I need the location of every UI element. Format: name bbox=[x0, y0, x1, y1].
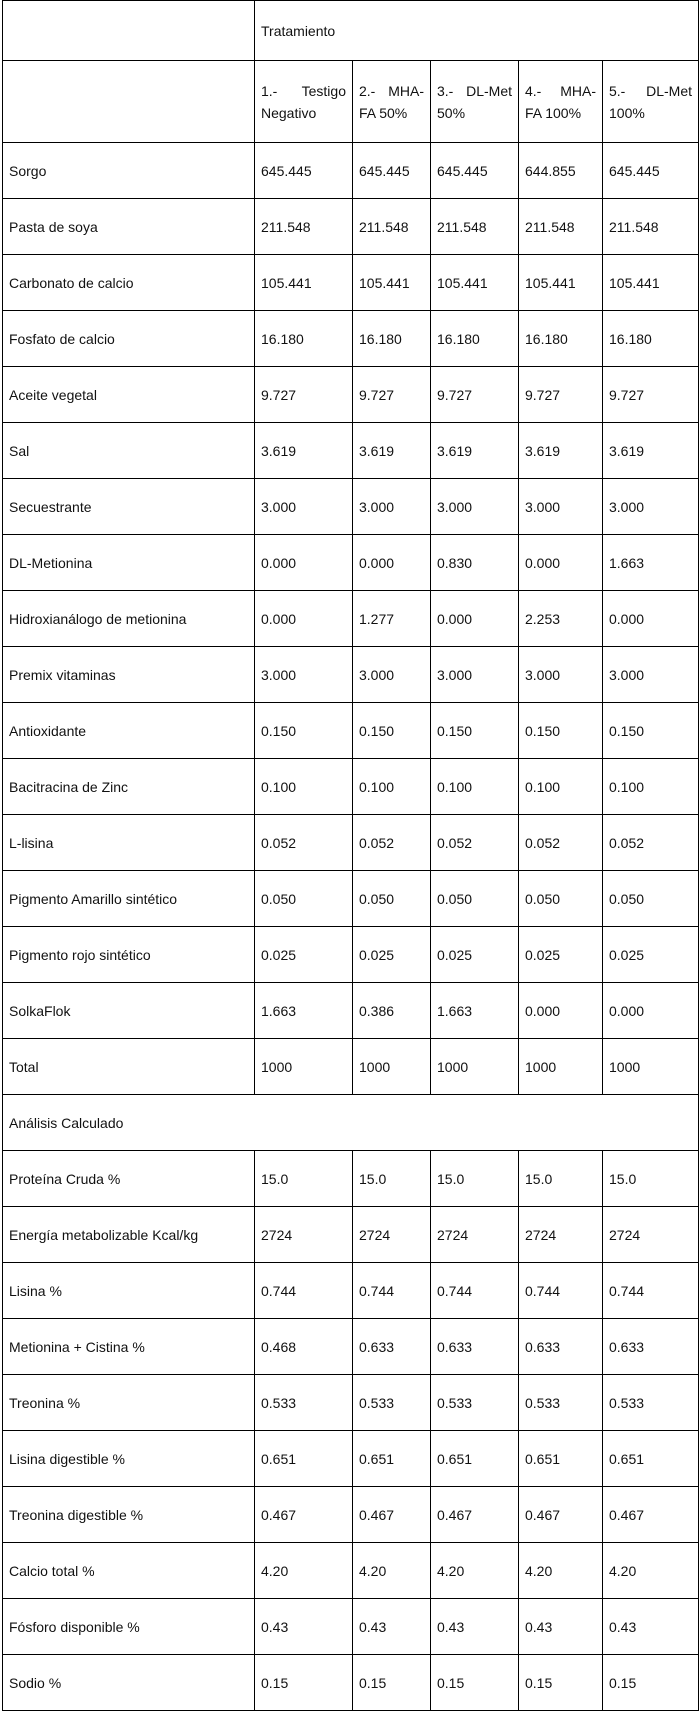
value-cell-treatment-2: 0.000 bbox=[353, 535, 431, 591]
header-line-2: 50% bbox=[437, 104, 466, 121]
row-label: Pigmento rojo sintético bbox=[3, 927, 255, 983]
value-cell-treatment-4: 644.855 bbox=[519, 143, 603, 199]
value-cell-treatment-5: 16.180 bbox=[603, 311, 699, 367]
ingredient-row bbox=[3, 927, 699, 983]
value-cell-treatment-2: 0.150 bbox=[353, 703, 431, 759]
value-cell-treatment-2: 4.20 bbox=[353, 1543, 431, 1599]
value-cell-treatment-4: 3.000 bbox=[519, 647, 603, 703]
row-label: Treonina digestible % bbox=[3, 1487, 255, 1543]
ingredient-row bbox=[3, 591, 699, 647]
value-cell-treatment-3: 0.15 bbox=[431, 1655, 519, 1711]
value-cell-treatment-2: 1000 bbox=[353, 1039, 431, 1095]
ingredient-row bbox=[3, 255, 699, 311]
row-label: Sorgo bbox=[3, 143, 255, 199]
value-cell-treatment-4: 0.050 bbox=[519, 871, 603, 927]
value-cell-treatment-5: 4.20 bbox=[603, 1543, 699, 1599]
value-cell-treatment-5: 0.15 bbox=[603, 1655, 699, 1711]
row-label: Sal bbox=[3, 423, 255, 479]
analysis-row bbox=[3, 1375, 699, 1431]
row-label: Secuestrante bbox=[3, 479, 255, 535]
ingredient-row bbox=[3, 983, 699, 1039]
value-cell-treatment-1: 4.20 bbox=[255, 1543, 353, 1599]
value-cell-treatment-3: 0.744 bbox=[431, 1263, 519, 1319]
value-cell-treatment-3: 0.100 bbox=[431, 759, 519, 815]
ingredient-row bbox=[3, 703, 699, 759]
row-label: Carbonato de calcio bbox=[3, 255, 255, 311]
header-line-1: 1.- Testigo bbox=[261, 82, 346, 99]
treatment-group-header: Tratamiento bbox=[255, 1, 699, 61]
value-cell-treatment-4: 211.548 bbox=[519, 199, 603, 255]
value-cell-treatment-2: 211.548 bbox=[353, 199, 431, 255]
value-cell-treatment-3: 645.445 bbox=[431, 143, 519, 199]
value-cell-treatment-2: 16.180 bbox=[353, 311, 431, 367]
value-cell-treatment-5: 0.000 bbox=[603, 983, 699, 1039]
value-cell-treatment-3: 2724 bbox=[431, 1207, 519, 1263]
value-cell-treatment-2: 0.467 bbox=[353, 1487, 431, 1543]
row-label: Hidroxianálogo de metionina bbox=[3, 591, 255, 647]
value-cell-treatment-1: 1000 bbox=[255, 1039, 353, 1095]
row-label: Energía metabolizable Kcal/kg bbox=[3, 1207, 255, 1263]
value-cell-treatment-1: 0.100 bbox=[255, 759, 353, 815]
value-cell-treatment-2: 0.050 bbox=[353, 871, 431, 927]
header-columns-row bbox=[3, 61, 699, 143]
header-line-2: Negativo bbox=[261, 104, 317, 121]
value-cell-treatment-4: 0.150 bbox=[519, 703, 603, 759]
value-cell-treatment-5: 3.619 bbox=[603, 423, 699, 479]
value-cell-treatment-2: 0.633 bbox=[353, 1319, 431, 1375]
table-body bbox=[3, 1, 699, 1711]
value-cell-treatment-4: 0.025 bbox=[519, 927, 603, 983]
value-cell-treatment-3: 16.180 bbox=[431, 311, 519, 367]
header-line-1: 3.- DL-Met bbox=[437, 82, 512, 99]
value-cell-treatment-5: 3.000 bbox=[603, 647, 699, 703]
value-cell-treatment-5: 211.548 bbox=[603, 199, 699, 255]
header-line-2: FA 100% bbox=[525, 104, 582, 121]
value-cell-treatment-1: 211.548 bbox=[255, 199, 353, 255]
ingredient-row bbox=[3, 815, 699, 871]
value-cell-treatment-1: 0.000 bbox=[255, 591, 353, 647]
value-cell-treatment-5: 0.000 bbox=[603, 591, 699, 647]
value-cell-treatment-2: 645.445 bbox=[353, 143, 431, 199]
value-cell-treatment-3: 0.651 bbox=[431, 1431, 519, 1487]
row-label: Lisina digestible % bbox=[3, 1431, 255, 1487]
value-cell-treatment-5: 0.467 bbox=[603, 1487, 699, 1543]
ingredient-row bbox=[3, 535, 699, 591]
value-cell-treatment-4: 4.20 bbox=[519, 1543, 603, 1599]
header-corner-cell bbox=[3, 1, 255, 61]
value-cell-treatment-3: 15.0 bbox=[431, 1151, 519, 1207]
analysis-row bbox=[3, 1487, 699, 1543]
value-cell-treatment-1: 0.533 bbox=[255, 1375, 353, 1431]
analysis-row bbox=[3, 1431, 699, 1487]
row-label: Bacitracina de Zinc bbox=[3, 759, 255, 815]
value-cell-treatment-4: 2.253 bbox=[519, 591, 603, 647]
value-cell-treatment-1: 0.025 bbox=[255, 927, 353, 983]
value-cell-treatment-2: 0.100 bbox=[353, 759, 431, 815]
ingredient-row bbox=[3, 423, 699, 479]
value-cell-treatment-1: 0.43 bbox=[255, 1599, 353, 1655]
value-cell-treatment-4: 105.441 bbox=[519, 255, 603, 311]
value-cell-treatment-1: 15.0 bbox=[255, 1151, 353, 1207]
diet-composition-table bbox=[2, 0, 699, 1711]
value-cell-treatment-1: 0.651 bbox=[255, 1431, 353, 1487]
value-cell-treatment-3: 3.619 bbox=[431, 423, 519, 479]
row-label: L-lisina bbox=[3, 815, 255, 871]
row-label: Total bbox=[3, 1039, 255, 1095]
row-label: Aceite vegetal bbox=[3, 367, 255, 423]
row-label: Metionina + Cistina % bbox=[3, 1319, 255, 1375]
row-label: DL-Metionina bbox=[3, 535, 255, 591]
value-cell-treatment-3: 0.43 bbox=[431, 1599, 519, 1655]
value-cell-treatment-3: 0.533 bbox=[431, 1375, 519, 1431]
value-cell-treatment-4: 0.533 bbox=[519, 1375, 603, 1431]
value-cell-treatment-4: 0.15 bbox=[519, 1655, 603, 1711]
value-cell-treatment-2: 0.052 bbox=[353, 815, 431, 871]
value-cell-treatment-1: 0.15 bbox=[255, 1655, 353, 1711]
value-cell-treatment-2: 3.000 bbox=[353, 647, 431, 703]
value-cell-treatment-1: 2724 bbox=[255, 1207, 353, 1263]
value-cell-treatment-1: 3.000 bbox=[255, 479, 353, 535]
row-label: Sodio % bbox=[3, 1655, 255, 1711]
analysis-row bbox=[3, 1599, 699, 1655]
value-cell-treatment-2: 0.15 bbox=[353, 1655, 431, 1711]
value-cell-treatment-3: 0.830 bbox=[431, 535, 519, 591]
value-cell-treatment-5: 0.052 bbox=[603, 815, 699, 871]
value-cell-treatment-5: 0.100 bbox=[603, 759, 699, 815]
analysis-section-heading: Análisis Calculado bbox=[3, 1095, 699, 1151]
value-cell-treatment-1: 3.619 bbox=[255, 423, 353, 479]
value-cell-treatment-1: 1.663 bbox=[255, 983, 353, 1039]
value-cell-treatment-1: 0.150 bbox=[255, 703, 353, 759]
value-cell-treatment-4: 0.052 bbox=[519, 815, 603, 871]
value-cell-treatment-5: 15.0 bbox=[603, 1151, 699, 1207]
header-line-1: 2.- MHA- bbox=[359, 82, 424, 99]
header-line-1: 4.- MHA- bbox=[525, 82, 596, 99]
value-cell-treatment-5: 0.651 bbox=[603, 1431, 699, 1487]
value-cell-treatment-5: 0.533 bbox=[603, 1375, 699, 1431]
value-cell-treatment-3: 1000 bbox=[431, 1039, 519, 1095]
value-cell-treatment-4: 3.000 bbox=[519, 479, 603, 535]
ingredient-row bbox=[3, 479, 699, 535]
value-cell-treatment-5: 0.744 bbox=[603, 1263, 699, 1319]
value-cell-treatment-3: 0.633 bbox=[431, 1319, 519, 1375]
value-cell-treatment-3: 105.441 bbox=[431, 255, 519, 311]
value-cell-treatment-3: 3.000 bbox=[431, 479, 519, 535]
analysis-row bbox=[3, 1207, 699, 1263]
header-line-2: 100% bbox=[609, 104, 645, 121]
value-cell-treatment-2: 0.744 bbox=[353, 1263, 431, 1319]
row-label: Treonina % bbox=[3, 1375, 255, 1431]
value-cell-treatment-3: 211.548 bbox=[431, 199, 519, 255]
analysis-row bbox=[3, 1655, 699, 1711]
value-cell-treatment-2: 3.619 bbox=[353, 423, 431, 479]
column-header-treatment-3 bbox=[431, 61, 519, 143]
value-cell-treatment-4: 0.000 bbox=[519, 535, 603, 591]
value-cell-treatment-2: 1.277 bbox=[353, 591, 431, 647]
ingredient-row bbox=[3, 199, 699, 255]
value-cell-treatment-2: 3.000 bbox=[353, 479, 431, 535]
value-cell-treatment-3: 3.000 bbox=[431, 647, 519, 703]
value-cell-treatment-5: 1.663 bbox=[603, 535, 699, 591]
value-cell-treatment-2: 0.386 bbox=[353, 983, 431, 1039]
analysis-row bbox=[3, 1151, 699, 1207]
value-cell-treatment-5: 0.43 bbox=[603, 1599, 699, 1655]
row-label: Proteína Cruda % bbox=[3, 1151, 255, 1207]
value-cell-treatment-4: 0.467 bbox=[519, 1487, 603, 1543]
ingredient-row bbox=[3, 367, 699, 423]
value-cell-treatment-1: 9.727 bbox=[255, 367, 353, 423]
value-cell-treatment-1: 0.467 bbox=[255, 1487, 353, 1543]
value-cell-treatment-4: 0.000 bbox=[519, 983, 603, 1039]
value-cell-treatment-1: 0.050 bbox=[255, 871, 353, 927]
row-label: Antioxidante bbox=[3, 703, 255, 759]
row-label: Pigmento Amarillo sintético bbox=[3, 871, 255, 927]
value-cell-treatment-5: 105.441 bbox=[603, 255, 699, 311]
ingredient-row bbox=[3, 311, 699, 367]
value-cell-treatment-4: 0.651 bbox=[519, 1431, 603, 1487]
value-cell-treatment-2: 0.025 bbox=[353, 927, 431, 983]
header-corner-cell bbox=[3, 61, 255, 143]
value-cell-treatment-4: 15.0 bbox=[519, 1151, 603, 1207]
value-cell-treatment-3: 0.025 bbox=[431, 927, 519, 983]
value-cell-treatment-3: 4.20 bbox=[431, 1543, 519, 1599]
ingredient-row bbox=[3, 647, 699, 703]
ingredient-row bbox=[3, 871, 699, 927]
header-line-2: FA 50% bbox=[359, 104, 408, 121]
value-cell-treatment-2: 9.727 bbox=[353, 367, 431, 423]
analysis-row bbox=[3, 1319, 699, 1375]
value-cell-treatment-1: 3.000 bbox=[255, 647, 353, 703]
value-cell-treatment-1: 0.744 bbox=[255, 1263, 353, 1319]
value-cell-treatment-3: 9.727 bbox=[431, 367, 519, 423]
value-cell-treatment-5: 3.000 bbox=[603, 479, 699, 535]
value-cell-treatment-4: 0.633 bbox=[519, 1319, 603, 1375]
row-label: Fosfato de calcio bbox=[3, 311, 255, 367]
value-cell-treatment-2: 2724 bbox=[353, 1207, 431, 1263]
row-label: Premix vitaminas bbox=[3, 647, 255, 703]
value-cell-treatment-5: 0.025 bbox=[603, 927, 699, 983]
analysis-row bbox=[3, 1263, 699, 1319]
value-cell-treatment-1: 16.180 bbox=[255, 311, 353, 367]
value-cell-treatment-3: 1.663 bbox=[431, 983, 519, 1039]
row-label: Calcio total % bbox=[3, 1543, 255, 1599]
value-cell-treatment-2: 0.533 bbox=[353, 1375, 431, 1431]
analysis-row bbox=[3, 1543, 699, 1599]
value-cell-treatment-3: 0.052 bbox=[431, 815, 519, 871]
value-cell-treatment-2: 0.43 bbox=[353, 1599, 431, 1655]
value-cell-treatment-3: 0.150 bbox=[431, 703, 519, 759]
value-cell-treatment-5: 0.050 bbox=[603, 871, 699, 927]
value-cell-treatment-1: 0.468 bbox=[255, 1319, 353, 1375]
value-cell-treatment-4: 3.619 bbox=[519, 423, 603, 479]
value-cell-treatment-1: 105.441 bbox=[255, 255, 353, 311]
column-header-treatment-2 bbox=[353, 61, 431, 143]
value-cell-treatment-5: 645.445 bbox=[603, 143, 699, 199]
row-label: Pasta de soya bbox=[3, 199, 255, 255]
value-cell-treatment-2: 15.0 bbox=[353, 1151, 431, 1207]
value-cell-treatment-5: 9.727 bbox=[603, 367, 699, 423]
row-label: SolkaFlok bbox=[3, 983, 255, 1039]
value-cell-treatment-1: 0.000 bbox=[255, 535, 353, 591]
value-cell-treatment-3: 0.000 bbox=[431, 591, 519, 647]
value-cell-treatment-1: 0.052 bbox=[255, 815, 353, 871]
value-cell-treatment-3: 0.050 bbox=[431, 871, 519, 927]
value-cell-treatment-5: 1000 bbox=[603, 1039, 699, 1095]
column-header-treatment-5 bbox=[603, 61, 699, 143]
value-cell-treatment-2: 105.441 bbox=[353, 255, 431, 311]
column-header-treatment-4 bbox=[519, 61, 603, 143]
row-label: Fósforo disponible % bbox=[3, 1599, 255, 1655]
value-cell-treatment-4: 0.744 bbox=[519, 1263, 603, 1319]
header-line-1: 5.- DL-Met bbox=[609, 82, 692, 99]
value-cell-treatment-1: 645.445 bbox=[255, 143, 353, 199]
value-cell-treatment-3: 0.467 bbox=[431, 1487, 519, 1543]
value-cell-treatment-5: 0.633 bbox=[603, 1319, 699, 1375]
row-label: Lisina % bbox=[3, 1263, 255, 1319]
value-cell-treatment-4: 0.100 bbox=[519, 759, 603, 815]
value-cell-treatment-4: 9.727 bbox=[519, 367, 603, 423]
value-cell-treatment-4: 2724 bbox=[519, 1207, 603, 1263]
value-cell-treatment-2: 0.651 bbox=[353, 1431, 431, 1487]
header-group-row bbox=[3, 1, 699, 61]
ingredient-row bbox=[3, 759, 699, 815]
ingredient-row bbox=[3, 143, 699, 199]
value-cell-treatment-4: 1000 bbox=[519, 1039, 603, 1095]
value-cell-treatment-4: 16.180 bbox=[519, 311, 603, 367]
ingredient-row bbox=[3, 1039, 699, 1095]
value-cell-treatment-4: 0.43 bbox=[519, 1599, 603, 1655]
value-cell-treatment-5: 0.150 bbox=[603, 703, 699, 759]
value-cell-treatment-5: 2724 bbox=[603, 1207, 699, 1263]
column-header-treatment-1 bbox=[255, 61, 353, 143]
analysis-section-row bbox=[3, 1095, 699, 1151]
